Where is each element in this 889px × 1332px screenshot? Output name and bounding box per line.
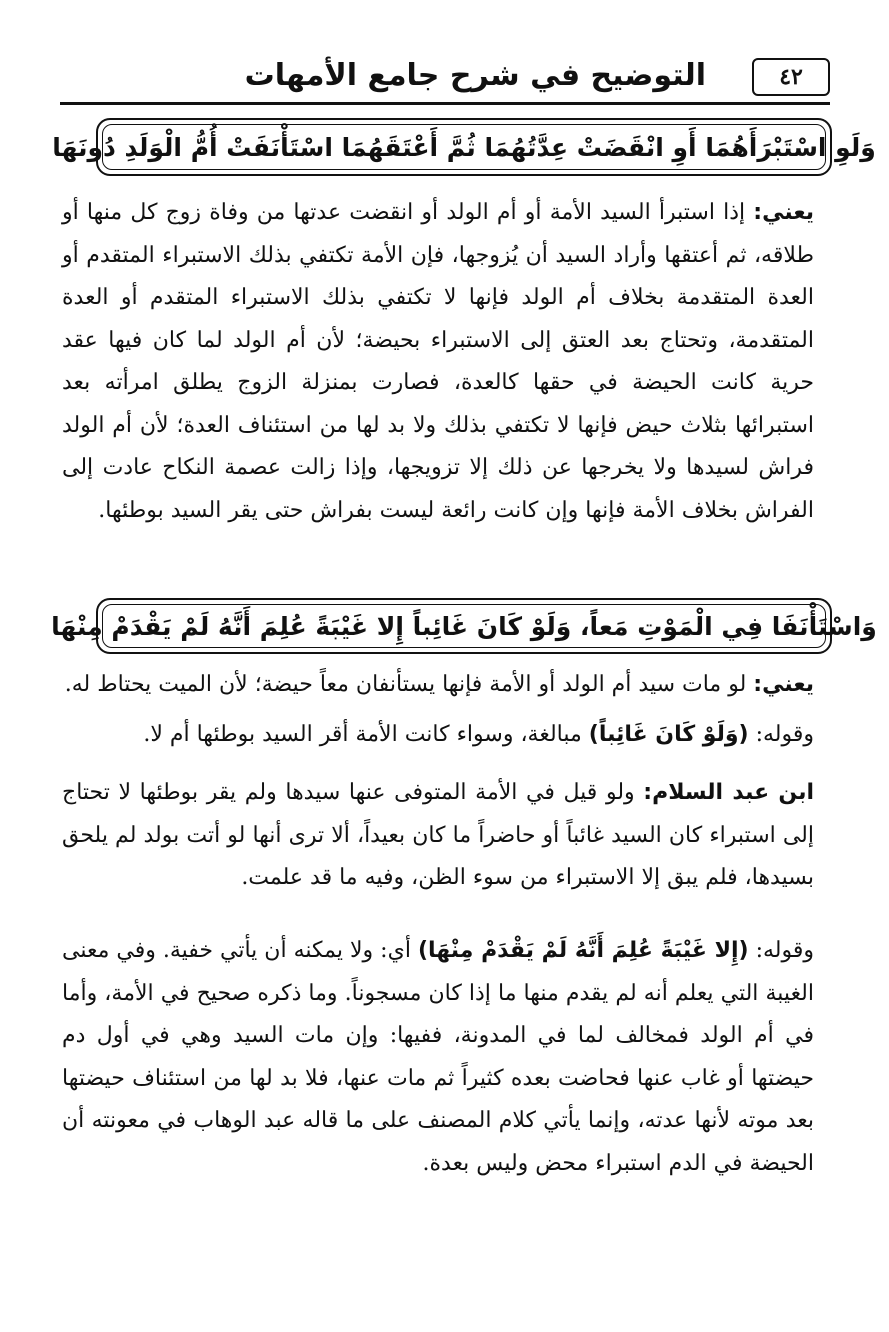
quoted-matn: (إِلا غَيْبَةً عُلِمَ أَنَّهُ لَمْ يَقْدَمْ مِنْهَا) xyxy=(417,938,749,963)
book-title: التوضيح في شرح جامع الأمهات xyxy=(244,58,706,93)
commentary-paragraph-4 xyxy=(62,772,814,900)
paragraph-text: أي: ولا يمكنه أن يأتي خفية. وفي معنى الغيبة التي يعلم أنه لم يقدم منها ما إذا كان مسجوناً. وما ذكره صحيح في الأمة، وأما في أم الولد فمخالف لما في المدونة، ففيها: وإن مات السيد وهي في أول دم حيضتها أو غاب عنها فحاضت بعده كثيراً ثم مات عنها، فلا بد لها من استئناف حيضتها بعد موته لأنها عدته، وإنما يأتي كلام المصنف على ما قاله عبد الوهاب في معونته أن الحيضة في الدم استبراء محض وليس بعدة. xyxy=(62,938,814,1176)
commentary-paragraph-3 xyxy=(62,714,814,757)
paragraph-text: مبالغة، وسواء كانت الأمة أقر السيد بوطئها أم لا. xyxy=(143,722,582,747)
paragraph-text: إذا استبرأ السيد الأمة أو أم الولد أو انقضت عدتها من وفاة زوج كل منها أو طلاقه، ثم أعتقها وأراد السيد أن يُزوجها، فإن الأمة تكتفي بذلك الاستبراء المتقدم أو العدة المتقدمة بخلاف أم الولد فإنها لا تكتفي بذلك الاستبراء المتقدم أو العدة المتقدمة، وتحتاج بعد العتق إلى الاستبراء بحيضة؛ لأن أم الولد لما كان فيها عقد حرية كانت الحيضة في حقها كالعدة، فصارت بمنزلة الزوج يطلق امرأته بعد استبرائها بثلاث حيض فإنها لا تكتفي بذلك ولا بد لها من استئناف العدة؛ لأن أم الولد فراش لسيدها ولا يخرجها عن ذلك إلا تزويجها، وإذا زالت عصمة النكاح عادت إلى الفراش بخلاف الأمة فإنها وإن كانت رائعة ليست بفراش حتى يقر السيد بوطئها. xyxy=(62,200,814,523)
paragraph-lead: يعني: xyxy=(753,672,814,697)
matn-box-1 xyxy=(52,118,876,176)
paragraph-text: لو مات سيد أم الولد أو الأمة فإنها يستأنفان معاً حيضة؛ لأن الميت يحتاط له. xyxy=(64,672,747,697)
paragraph-text: ولو قيل في الأمة المتوفى عنها سيدها ولم يقر بوطئها لا تحتاج إلى استبراء كان السيد غائباً أو حاضراً ما كان بعيداً، ألا ترى أنها لو أتت بولد لم يلحق بسيدها، فلم يبق إلا الاستبراء من سوء الظن، وفيه ما قد علمت. xyxy=(62,780,814,890)
header-rule xyxy=(60,102,830,105)
commentary-paragraph-1 xyxy=(62,192,814,532)
matn-text-2: وَاسْتَأْنَفَا فِي الْمَوْتِ مَعاً، وَلَوْ كَانَ غَائِباً إِلا غَيْبَةً عُلِمَ أَنَّهُ لَمْ يَقْدَمْ مِنْهَا xyxy=(51,611,877,641)
paragraph-prefix: وقوله: xyxy=(755,722,814,747)
page-number: ٤٢ xyxy=(752,58,830,96)
commentary-paragraph-2 xyxy=(62,664,814,707)
quoted-matn: (وَلَوْ كَانَ غَائِباً) xyxy=(588,722,749,747)
matn-text-1: وَلَوِ اسْتَبْرَأَهُمَا أَوِ انْقَضَتْ عِدَّتُهُمَا ثُمَّ أَعْتَقَهُمَا اسْتَأْنَفَتْ أُمُّ الْوَلَدِ دُونَهَا xyxy=(52,132,876,162)
paragraph-prefix: وقوله: xyxy=(755,938,815,963)
matn-box-2 xyxy=(51,598,877,654)
paragraph-lead: يعني: xyxy=(753,200,814,225)
paragraph-lead: ابن عبد السلام: xyxy=(643,780,814,805)
commentary-paragraph-5 xyxy=(62,930,814,1185)
page-header xyxy=(60,52,830,104)
